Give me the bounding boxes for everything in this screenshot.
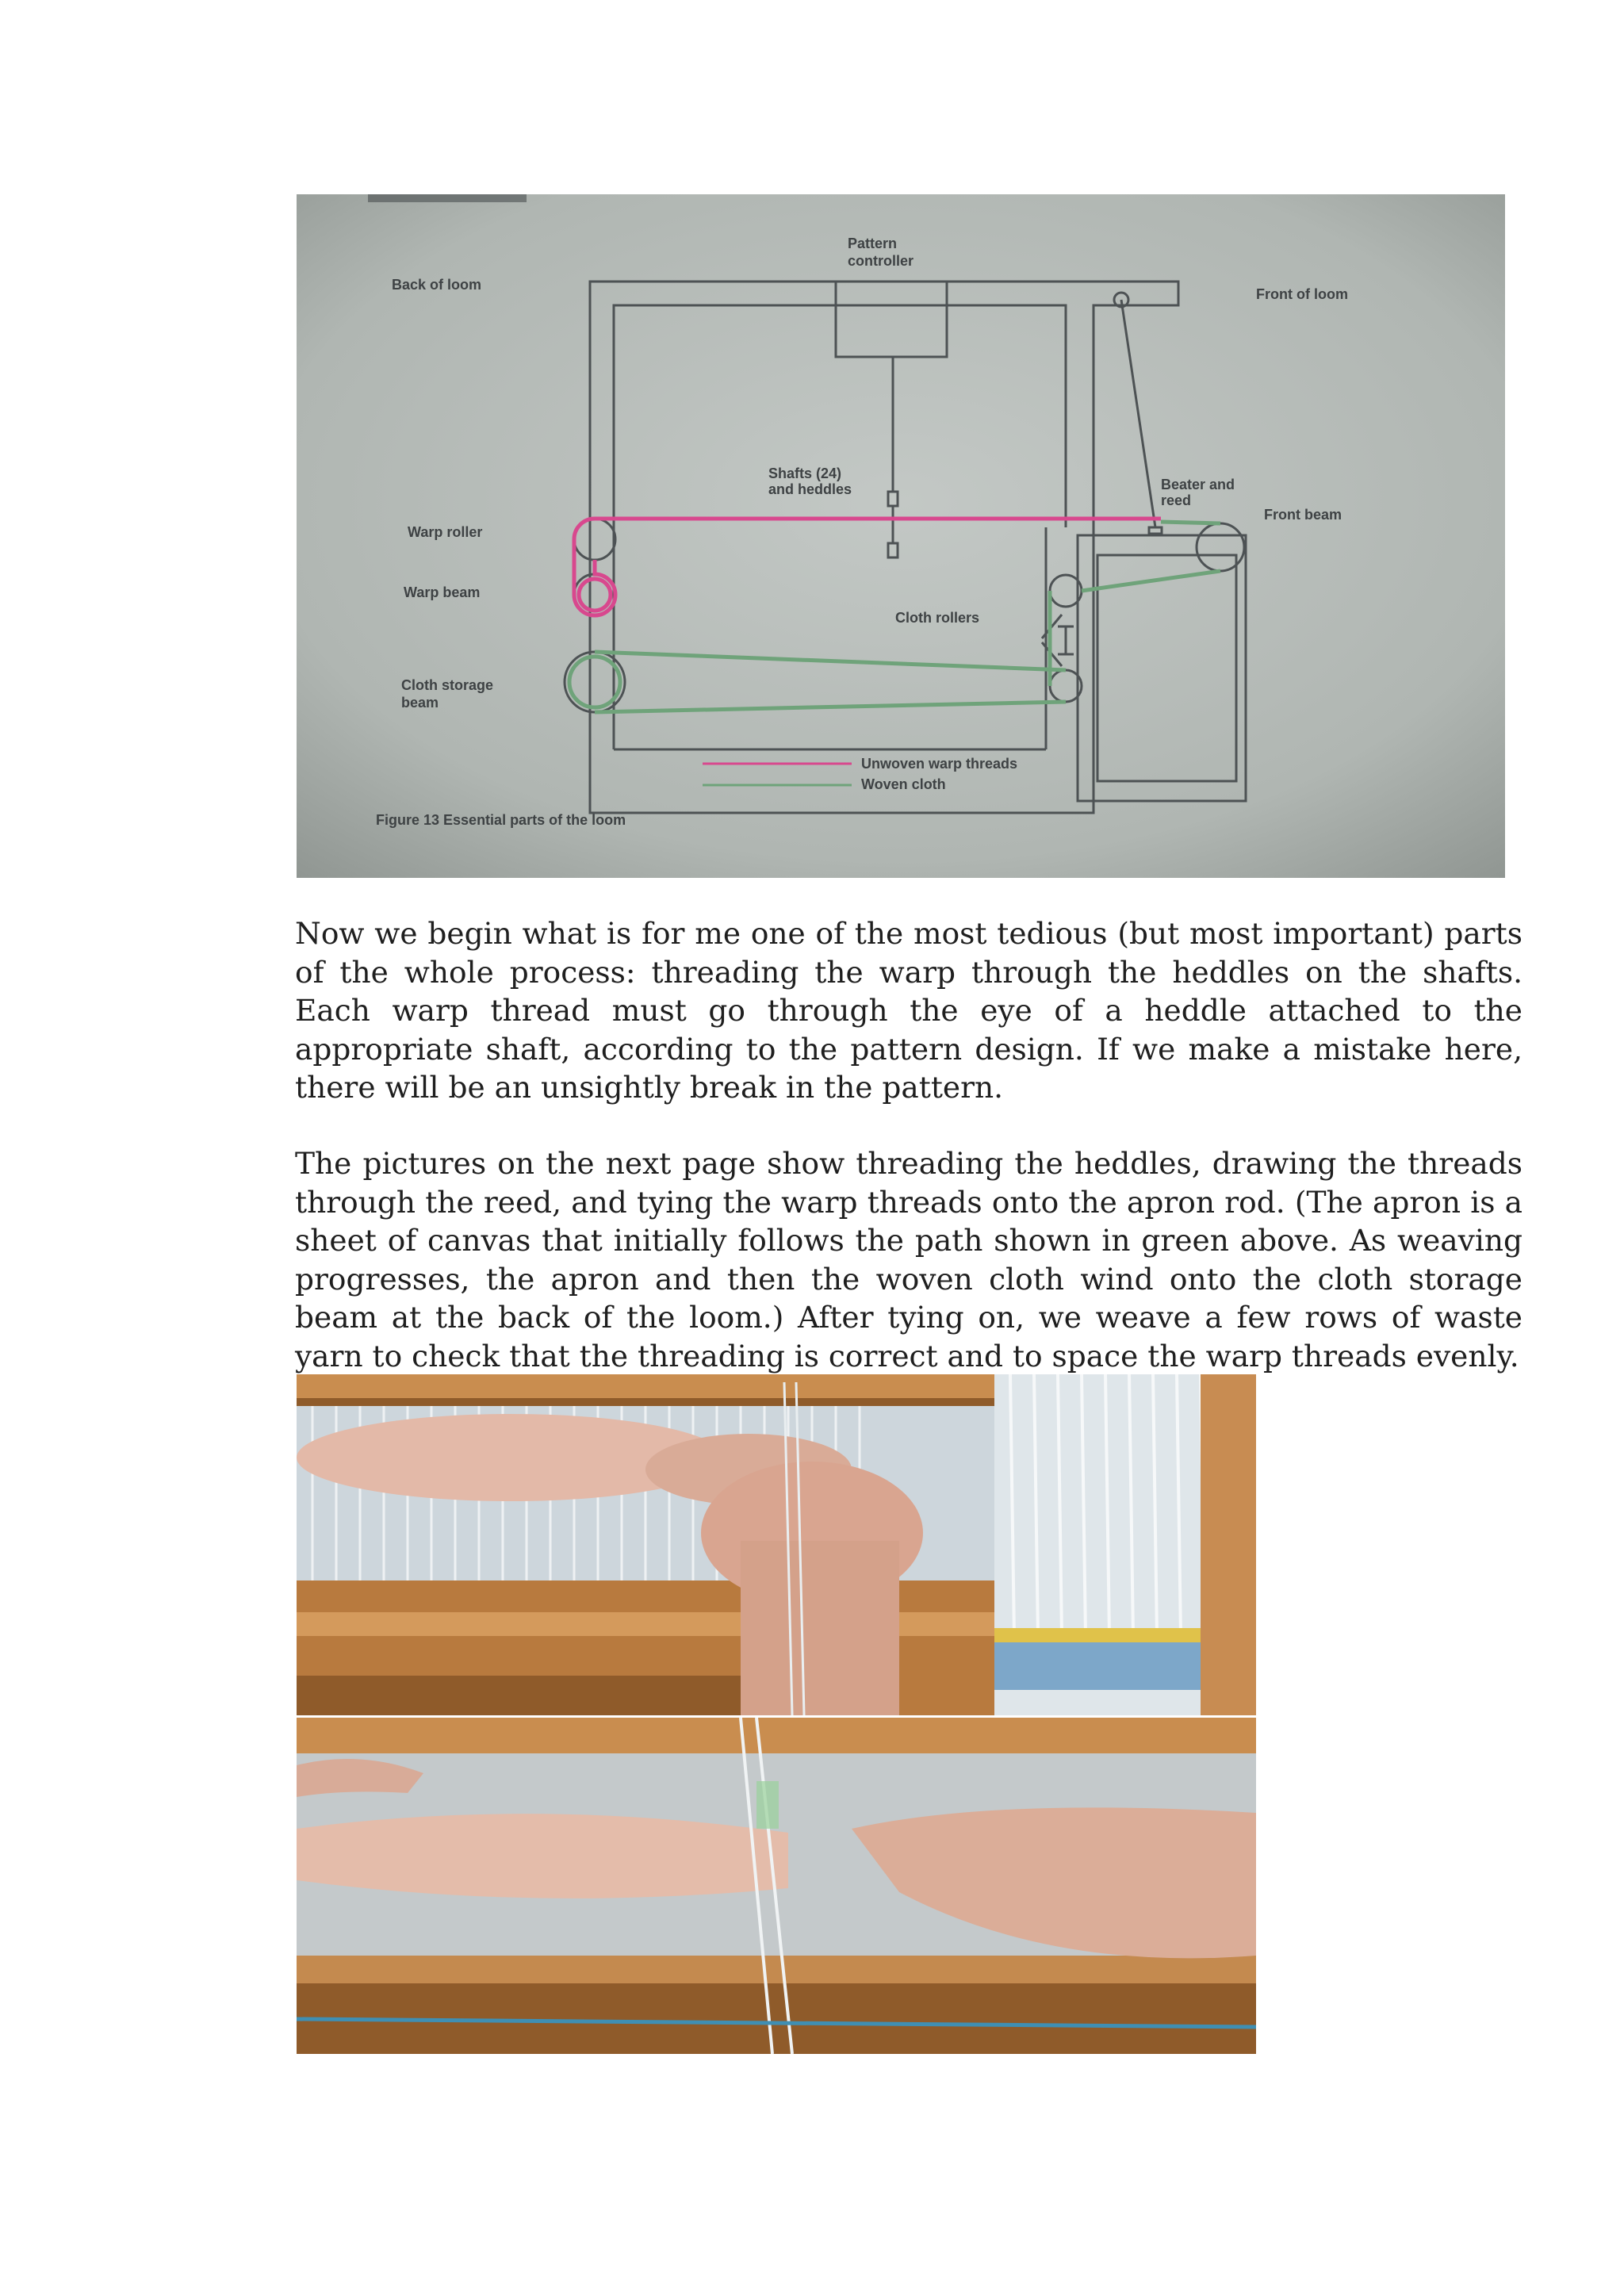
legend-unwoven-label: Unwoven warp threads — [861, 756, 1018, 772]
label-warp-roller: Warp roller — [408, 524, 483, 540]
label-warp-beam: Warp beam — [404, 584, 481, 600]
paragraph-pictures-description: The pictures on the next page show threading the heddles, drawing the threads through the reed, and tying the warp threads onto the apron rod. (The apron is a sheet of canvas that initially follows the path shown in green above. As weaving progresses, the apron and then the woven cloth wind onto the cloth storage beam at the back of the loom.) After tying on, we weave a few rows of waste yarn to check that the threading is correct and to space the warp threads evenly. — [295, 1146, 1522, 1374]
label-shafts-1: Shafts (24) — [768, 466, 842, 481]
label-beater-2: reed — [1161, 492, 1192, 508]
label-pattern-controller-1: Pattern — [848, 236, 898, 251]
label-front-of-loom: Front of loom — [1256, 286, 1348, 302]
label-front-beam: Front beam — [1264, 507, 1342, 523]
label-cloth-storage-2: beam — [401, 695, 439, 711]
drawing-threads-photo — [297, 1718, 1256, 2054]
label-cloth-storage-1: Cloth storage — [401, 677, 494, 693]
legend-woven-label: Woven cloth — [861, 776, 946, 792]
label-back-of-loom: Back of loom — [392, 277, 482, 293]
threading-heddles-photo — [297, 1374, 1256, 1715]
label-shafts-2: and heddles — [768, 481, 852, 497]
figure-caption: Figure 13 Essential parts of the loom — [376, 812, 626, 828]
paragraph-threading-intro: Now we begin what is for me one of the most tedious (but most important) parts of the whole process: threading the warp through the heddles on the shafts. Each warp thread must go through the eye of a heddle attached to the appropriate shaft, according to the pattern design. If we make a mistake here, there will be an unsightly break in the pattern. — [295, 916, 1522, 1105]
label-cloth-rollers: Cloth rollers — [895, 610, 980, 626]
label-beater-1: Beater and — [1161, 477, 1235, 492]
label-pattern-controller-2: controller — [848, 253, 914, 269]
loom-diagram-photo — [297, 194, 1505, 878]
